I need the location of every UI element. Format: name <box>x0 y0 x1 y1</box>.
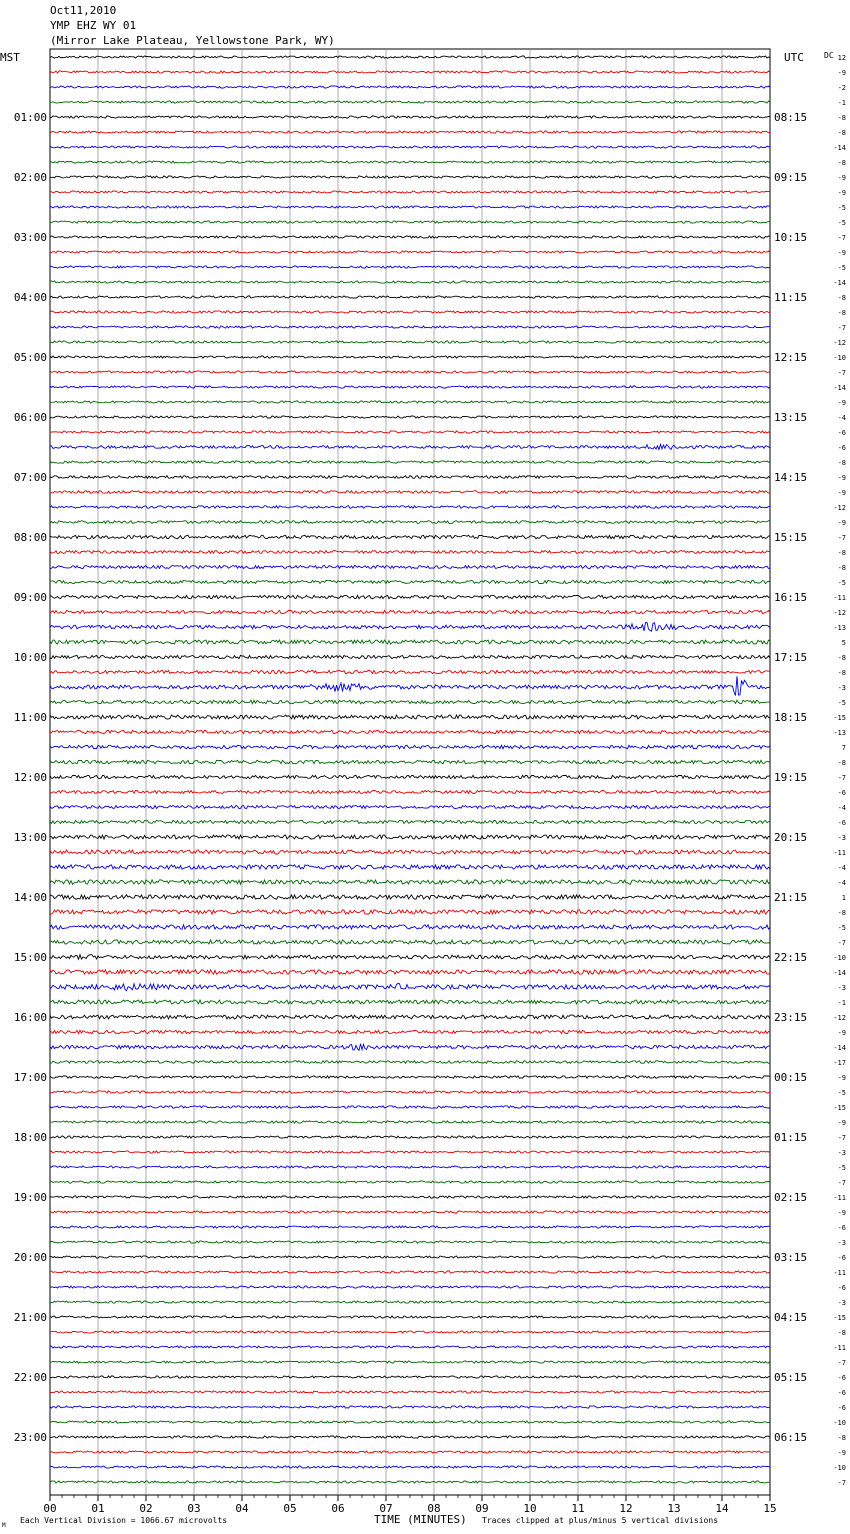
dc-offset-label: -5 <box>837 264 846 272</box>
seismic-trace <box>50 865 770 869</box>
dc-offset-label: -4 <box>837 864 846 872</box>
seismic-trace <box>50 1076 770 1078</box>
dc-offset-label: -8 <box>837 129 846 137</box>
left-hour-label: 04:00 <box>13 291 47 304</box>
seismic-trace <box>50 1166 770 1168</box>
left-hour-label: 13:00 <box>13 831 47 844</box>
seismic-trace <box>50 221 770 223</box>
dc-offset-label: -8 <box>837 909 846 917</box>
seismic-trace <box>50 940 770 944</box>
dc-offset-label: -8 <box>837 1329 846 1337</box>
dc-offset-label: -8 <box>837 669 846 677</box>
dc-offset-label: -8 <box>837 309 846 317</box>
seismic-trace <box>50 1481 770 1483</box>
right-tz-label: UTC <box>784 51 804 64</box>
dc-offset-label: -2 <box>837 84 846 92</box>
left-hour-label: 23:00 <box>13 1431 47 1444</box>
right-hour-label: 05:15 <box>774 1371 808 1384</box>
seismic-trace <box>50 1030 770 1033</box>
dc-offset-label: -11 <box>833 1194 846 1202</box>
dc-label: DC <box>824 51 834 60</box>
x-tick-label: 00 <box>43 1502 57 1515</box>
left-hour-label: 17:00 <box>13 1071 47 1084</box>
dc-offset-label: -11 <box>833 849 846 857</box>
seismic-trace <box>50 444 770 449</box>
dc-offset-label: -8 <box>837 159 846 167</box>
left-hour-label: 02:00 <box>13 171 47 184</box>
right-hour-label: 16:15 <box>774 591 808 604</box>
left-hour-label: 05:00 <box>13 351 47 364</box>
seismic-trace <box>50 835 770 839</box>
clip-note: Traces clipped at plus/minus 5 vertical divisions <box>482 1516 719 1525</box>
left-hour-label: 19:00 <box>13 1191 47 1204</box>
seismic-trace <box>50 595 770 599</box>
dc-offset-label: -9 <box>837 69 846 77</box>
dc-offset-label: -6 <box>837 819 846 827</box>
dc-offset-label: -6 <box>837 789 846 797</box>
dc-offset-label: -9 <box>837 1119 846 1127</box>
dc-offset-label: -15 <box>833 714 846 722</box>
seismic-trace <box>50 623 770 632</box>
right-hour-label: 00:15 <box>774 1071 808 1084</box>
left-hour-label: 01:00 <box>13 111 47 124</box>
dc-offset-label: -8 <box>837 759 846 767</box>
right-hour-label: 14:15 <box>774 471 808 484</box>
dc-offset-label: -9 <box>837 489 846 497</box>
left-hour-label: 10:00 <box>13 651 47 664</box>
dc-offset-label: -7 <box>837 1134 846 1142</box>
seismic-trace <box>50 146 770 148</box>
seismic-trace <box>50 640 770 644</box>
dc-offset-label: -5 <box>837 579 846 587</box>
x-tick-label: 14 <box>715 1502 729 1515</box>
dc-offset-label: -1 <box>837 999 846 1007</box>
seismic-trace <box>50 1181 770 1183</box>
dc-offset-label: -11 <box>833 1269 846 1277</box>
header-location: (Mirror Lake Plateau, Yellowstone Park, WY) <box>50 34 335 47</box>
x-tick-label: 01 <box>91 1502 105 1515</box>
seismic-trace <box>50 676 770 695</box>
dc-offset-label: -6 <box>837 1389 846 1397</box>
dc-offset-label: -6 <box>837 1404 846 1412</box>
x-tick-label: 07 <box>379 1502 393 1515</box>
dc-offset-label: -9 <box>837 189 846 197</box>
seismic-trace <box>50 1376 770 1378</box>
seismic-trace <box>50 86 770 88</box>
x-tick-label: 10 <box>523 1502 537 1515</box>
seismic-trace <box>50 983 770 991</box>
dc-offset-label: -14 <box>833 1044 846 1052</box>
right-hour-label: 01:15 <box>774 1131 808 1144</box>
dc-offset-label: -7 <box>837 324 846 332</box>
dc-offset-label: -3 <box>837 984 846 992</box>
dc-offset-label: -14 <box>833 969 846 977</box>
seismic-trace <box>50 326 770 328</box>
dc-offset-label: -5 <box>837 699 846 707</box>
seismic-trace <box>50 1466 770 1468</box>
right-hour-label: 13:15 <box>774 411 808 424</box>
dc-offset-label: -8 <box>837 459 846 467</box>
dc-offset-label: -7 <box>837 939 846 947</box>
seismic-trace <box>50 356 770 358</box>
seismic-trace <box>50 131 770 133</box>
dc-offset-label: -7 <box>837 1179 846 1187</box>
left-hour-label: 07:00 <box>13 471 47 484</box>
dc-offset-label: -9 <box>837 174 846 182</box>
seismic-trace <box>50 1044 770 1051</box>
seismic-trace <box>50 506 770 509</box>
seismic-trace <box>50 700 770 704</box>
seismic-trace <box>50 431 770 433</box>
corner-mark: M <box>2 1522 6 1529</box>
dc-offset-label: -14 <box>833 279 846 287</box>
left-hour-label: 06:00 <box>13 411 47 424</box>
seismic-trace <box>50 71 770 73</box>
dc-offset-label: -3 <box>837 684 846 692</box>
dc-offset-label: -9 <box>837 1449 846 1457</box>
seismic-trace <box>50 610 770 613</box>
dc-offset-label: -4 <box>837 414 846 422</box>
dc-offset-label: -1 <box>837 99 846 107</box>
right-hour-label: 11:15 <box>774 291 808 304</box>
seismic-trace <box>50 1106 770 1108</box>
left-tz-label: MST <box>0 51 20 64</box>
right-hour-label: 15:15 <box>774 531 808 544</box>
dc-offset-label: -8 <box>837 654 846 662</box>
x-tick-label: 06 <box>331 1502 345 1515</box>
dc-offset-label: -4 <box>837 879 846 887</box>
dc-offset-label: -7 <box>837 774 846 782</box>
seismic-trace <box>50 715 770 719</box>
seismic-trace <box>50 251 770 253</box>
seismic-trace <box>50 116 770 118</box>
dc-offset-label: -8 <box>837 294 846 302</box>
left-hour-label: 14:00 <box>13 891 47 904</box>
dc-offset-label: -3 <box>837 1149 846 1157</box>
dc-offset-label: -11 <box>833 1344 846 1352</box>
dc-offset-label: -7 <box>837 1479 846 1487</box>
seismic-trace <box>50 521 770 524</box>
dc-offset-label: -12 <box>833 504 846 512</box>
dc-offset-label: -15 <box>833 1314 846 1322</box>
seismic-trace <box>50 1091 770 1093</box>
x-tick-label: 02 <box>139 1502 153 1515</box>
dc-offset-label: -13 <box>833 729 846 737</box>
seismic-trace <box>50 535 770 539</box>
dc-offset-label: -6 <box>837 1284 846 1292</box>
right-hour-label: 22:15 <box>774 951 808 964</box>
seismic-trace <box>50 491 770 494</box>
header-date: Oct11,2010 <box>50 4 117 17</box>
seismic-trace <box>50 236 770 238</box>
seismic-trace <box>50 895 770 899</box>
seismic-trace <box>50 791 770 794</box>
seismic-trace <box>50 341 770 343</box>
seismic-trace <box>50 1301 770 1303</box>
left-hour-label: 03:00 <box>13 231 47 244</box>
right-hour-label: 17:15 <box>774 651 808 664</box>
dc-offset-label: -6 <box>837 444 846 452</box>
dc-offset-label: -5 <box>837 1089 846 1097</box>
left-hour-label: 18:00 <box>13 1131 47 1144</box>
right-hour-label: 08:15 <box>774 111 808 124</box>
seismic-trace <box>50 206 770 208</box>
dc-offset-label: -9 <box>837 1029 846 1037</box>
seismic-trace <box>50 925 770 929</box>
seismic-trace <box>50 281 770 283</box>
dc-offset-label: -12 <box>833 609 846 617</box>
dc-offset-label: -9 <box>837 399 846 407</box>
seismic-trace <box>50 101 770 103</box>
seismic-trace <box>50 1136 770 1138</box>
left-hour-label: 08:00 <box>13 531 47 544</box>
left-hour-label: 11:00 <box>13 711 47 724</box>
dc-offset-label: -10 <box>833 1419 846 1427</box>
seismic-trace <box>50 191 770 193</box>
dc-offset-label: -10 <box>833 354 846 362</box>
seismic-trace <box>50 1061 770 1064</box>
seismic-trace <box>50 551 770 554</box>
x-tick-label: 15 <box>763 1502 777 1515</box>
seismic-trace <box>50 1271 770 1273</box>
dc-offset-label: -8 <box>837 114 846 122</box>
seismic-trace <box>50 955 770 960</box>
x-tick-label: 09 <box>475 1502 489 1515</box>
seismic-trace <box>50 1241 770 1243</box>
left-hour-label: 12:00 <box>13 771 47 784</box>
dc-offset-label: -5 <box>837 204 846 212</box>
dc-offset-label: -9 <box>837 249 846 257</box>
seismic-trace <box>50 1361 770 1363</box>
dc-offset-label: -15 <box>833 1104 846 1112</box>
right-hour-label: 02:15 <box>774 1191 808 1204</box>
dc-offset-label: -3 <box>837 834 846 842</box>
dc-offset-label: -6 <box>837 1254 846 1262</box>
seismic-trace <box>50 655 770 658</box>
header-station: YMP EHZ WY 01 <box>50 19 137 32</box>
seismic-trace <box>50 760 770 764</box>
dc-offset-label: -7 <box>837 234 846 242</box>
scale-note: Each Vertical Division = 1066.67 microvolts <box>20 1516 228 1525</box>
seismic-trace <box>50 1451 770 1453</box>
dc-offset-label: -8 <box>837 564 846 572</box>
seismic-trace <box>50 670 770 673</box>
seismic-trace <box>50 820 770 823</box>
seismic-trace <box>50 1391 770 1393</box>
seismic-trace <box>50 266 770 268</box>
x-tick-label: 05 <box>283 1502 297 1515</box>
seismic-trace <box>50 1015 770 1019</box>
x-tick-label: 08 <box>427 1502 441 1515</box>
dc-offset-label: -12 <box>833 339 846 347</box>
x-tick-label: 11 <box>571 1502 585 1515</box>
x-tick-label: 03 <box>187 1502 201 1515</box>
dc-offset-label: 5 <box>841 639 846 647</box>
seismic-trace <box>50 1121 770 1123</box>
seismic-trace <box>50 1331 770 1333</box>
dc-offset-label: -6 <box>837 1374 846 1382</box>
seismic-trace <box>50 161 770 163</box>
seismic-trace <box>50 1000 770 1004</box>
left-hour-label: 22:00 <box>13 1371 47 1384</box>
dc-offset-label: -5 <box>837 924 846 932</box>
dc-offset-label: -7 <box>837 369 846 377</box>
seismic-trace <box>50 311 770 313</box>
right-hour-label: 21:15 <box>774 891 808 904</box>
left-hour-label: 16:00 <box>13 1011 47 1024</box>
right-hour-label: 04:15 <box>774 1311 808 1324</box>
dc-offset-label: 12 <box>837 54 846 62</box>
left-hour-label: 09:00 <box>13 591 47 604</box>
seismic-trace <box>50 566 770 569</box>
right-hour-label: 20:15 <box>774 831 808 844</box>
seismic-trace <box>50 806 770 809</box>
seismic-trace <box>50 745 770 749</box>
seismic-trace <box>50 476 770 479</box>
seismic-trace <box>50 296 770 298</box>
right-hour-label: 03:15 <box>774 1251 808 1264</box>
dc-offset-label: -9 <box>837 519 846 527</box>
dc-offset-label: -9 <box>837 1074 846 1082</box>
dc-offset-label: 7 <box>841 744 846 752</box>
right-hour-label: 12:15 <box>774 351 808 364</box>
right-hour-label: 09:15 <box>774 171 808 184</box>
dc-offset-label: -13 <box>833 624 846 632</box>
seismic-trace <box>50 176 770 178</box>
seismic-trace <box>50 730 770 733</box>
dc-offset-label: -10 <box>833 1464 846 1472</box>
x-axis-label: TIME (MINUTES) <box>374 1513 467 1526</box>
seismic-trace <box>50 1421 770 1423</box>
dc-offset-label: -11 <box>833 594 846 602</box>
dc-offset-label: -12 <box>833 1014 846 1022</box>
dc-offset-label: -9 <box>837 474 846 482</box>
left-hour-label: 20:00 <box>13 1251 47 1264</box>
dc-offset-label: -10 <box>833 954 846 962</box>
right-hour-label: 18:15 <box>774 711 808 724</box>
dc-offset-label: -4 <box>837 804 846 812</box>
seismic-trace <box>50 371 770 373</box>
dc-offset-label: -7 <box>837 534 846 542</box>
seismic-trace <box>50 386 770 388</box>
seismic-trace <box>50 416 770 418</box>
dc-offset-label: -3 <box>837 1239 846 1247</box>
seismic-trace <box>50 775 770 778</box>
right-hour-label: 23:15 <box>774 1011 808 1024</box>
dc-offset-label: -14 <box>833 384 846 392</box>
dc-offset-label: -17 <box>833 1059 846 1067</box>
seismic-trace <box>50 461 770 463</box>
x-tick-label: 13 <box>667 1502 681 1515</box>
dc-offset-label: -5 <box>837 1164 846 1172</box>
seismic-trace <box>50 850 770 854</box>
seismic-trace <box>50 1256 770 1258</box>
seismic-trace <box>50 880 770 884</box>
dc-offset-label: -8 <box>837 1434 846 1442</box>
left-hour-label: 15:00 <box>13 951 47 964</box>
seismic-trace <box>50 401 770 403</box>
dc-offset-label: -6 <box>837 429 846 437</box>
seismic-trace <box>50 580 770 583</box>
left-hour-label: 21:00 <box>13 1311 47 1324</box>
dc-offset-label: -5 <box>837 219 846 227</box>
dc-offset-label: -6 <box>837 1224 846 1232</box>
seismic-trace <box>50 970 770 974</box>
dc-offset-label: -14 <box>833 144 846 152</box>
right-hour-label: 19:15 <box>774 771 808 784</box>
dc-offset-label: -8 <box>837 549 846 557</box>
seismic-trace <box>50 1316 770 1318</box>
seismic-trace <box>50 910 770 914</box>
dc-offset-label: -9 <box>837 1209 846 1217</box>
seismic-trace <box>50 1211 770 1213</box>
seismic-trace <box>50 1151 770 1153</box>
seismic-trace <box>50 1406 770 1408</box>
x-tick-label: 12 <box>619 1502 633 1515</box>
seismic-trace <box>50 1196 770 1198</box>
dc-offset-label: 1 <box>841 894 846 902</box>
seismic-trace <box>50 1346 770 1348</box>
dc-offset-label: -3 <box>837 1299 846 1307</box>
seismic-trace <box>50 1286 770 1288</box>
right-hour-label: 06:15 <box>774 1431 808 1444</box>
seismic-trace <box>50 56 770 58</box>
seismic-trace <box>50 1226 770 1228</box>
x-tick-label: 04 <box>235 1502 249 1515</box>
seismic-trace <box>50 1436 770 1438</box>
dc-offset-label: -7 <box>837 1359 846 1367</box>
right-hour-label: 10:15 <box>774 231 808 244</box>
